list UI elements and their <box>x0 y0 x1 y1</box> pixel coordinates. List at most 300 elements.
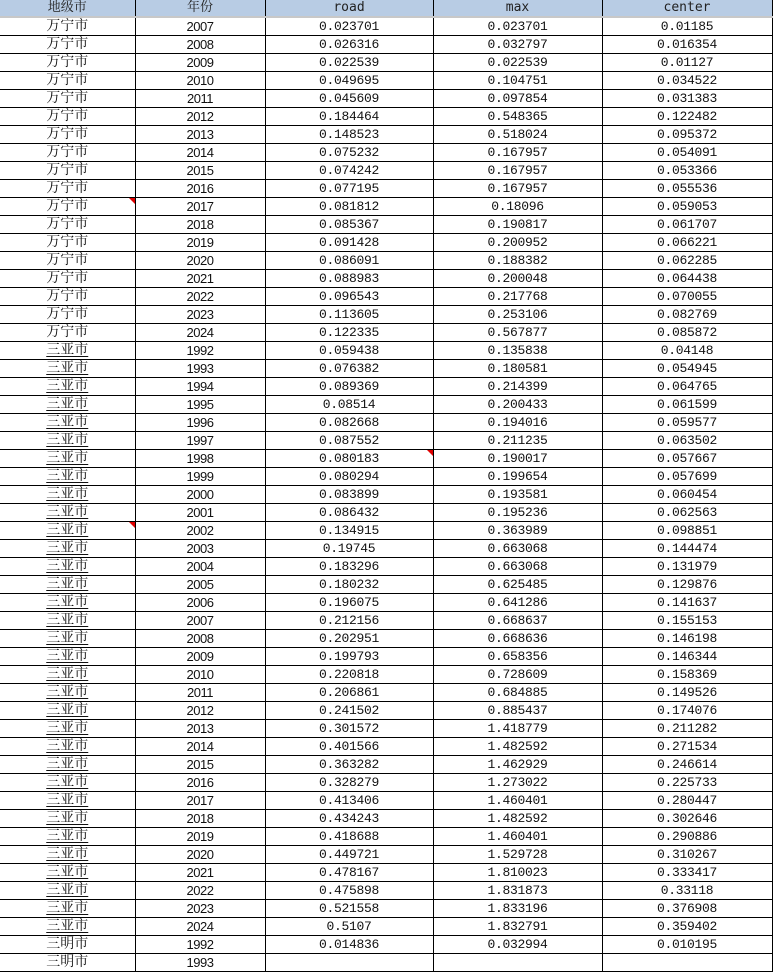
cell-center[interactable] <box>602 144 772 162</box>
cell-center[interactable] <box>602 17 772 36</box>
cell-road[interactable] <box>265 288 433 306</box>
cell-year[interactable] <box>135 756 265 774</box>
cell-year[interactable] <box>135 954 265 972</box>
year-value: 1992 <box>186 343 214 358</box>
cell-city[interactable] <box>0 648 135 666</box>
cell-max[interactable] <box>433 288 602 306</box>
cell-city[interactable] <box>0 396 135 414</box>
cell-center[interactable] <box>602 54 772 72</box>
cell-max[interactable] <box>433 846 602 864</box>
column-header-city[interactable]: 地级市 <box>0 0 135 17</box>
road-value: 0.089369 <box>318 379 379 394</box>
cell-road[interactable] <box>265 756 433 774</box>
cell-city[interactable] <box>0 918 135 936</box>
cell-year[interactable] <box>135 324 265 342</box>
cell-max[interactable] <box>433 432 602 450</box>
cell-center[interactable] <box>602 756 772 774</box>
cell-max[interactable] <box>433 162 602 180</box>
cell-road[interactable] <box>265 198 433 216</box>
cell-city[interactable] <box>0 270 135 288</box>
city-value: 三亚市 <box>46 414 89 430</box>
cell-center[interactable] <box>602 774 772 792</box>
cell-city[interactable] <box>0 612 135 630</box>
cell-year[interactable] <box>135 720 265 738</box>
cell-road[interactable] <box>265 774 433 792</box>
cell-center[interactable] <box>602 126 772 144</box>
cell-road[interactable] <box>265 270 433 288</box>
cell-road[interactable] <box>265 792 433 810</box>
cell-road[interactable] <box>265 900 433 918</box>
cell-city[interactable] <box>0 756 135 774</box>
cell-city[interactable] <box>0 684 135 702</box>
cell-road[interactable] <box>265 522 433 540</box>
cell-road[interactable] <box>265 846 433 864</box>
cell-center[interactable] <box>602 792 772 810</box>
cell-center[interactable] <box>602 576 772 594</box>
cell-city[interactable] <box>0 810 135 828</box>
cell-road[interactable] <box>265 234 433 252</box>
cell-road[interactable] <box>265 666 433 684</box>
cell-max[interactable] <box>433 234 602 252</box>
cell-center[interactable] <box>602 882 772 900</box>
cell-max[interactable] <box>433 576 602 594</box>
cell-city[interactable] <box>0 360 135 378</box>
cell-max[interactable] <box>433 936 602 954</box>
cell-city[interactable] <box>0 846 135 864</box>
cell-center[interactable] <box>602 504 772 522</box>
cell-center[interactable] <box>602 594 772 612</box>
cell-center[interactable] <box>602 324 772 342</box>
cell-max[interactable] <box>433 756 602 774</box>
column-header-max[interactable]: max <box>433 0 602 17</box>
cell-center[interactable] <box>602 630 772 648</box>
cell-year[interactable] <box>135 414 265 432</box>
cell-max[interactable] <box>433 612 602 630</box>
cell-year[interactable] <box>135 144 265 162</box>
max-value: 0.032797 <box>487 37 548 52</box>
cell-city[interactable] <box>0 576 135 594</box>
cell-max[interactable] <box>433 126 602 144</box>
cell-max[interactable] <box>433 684 602 702</box>
cell-city[interactable] <box>0 900 135 918</box>
cell-city[interactable] <box>0 540 135 558</box>
cell-max[interactable] <box>433 702 602 720</box>
cell-road[interactable] <box>265 72 433 90</box>
cell-center[interactable] <box>602 72 772 90</box>
cell-road[interactable] <box>265 450 433 468</box>
cell-city[interactable] <box>0 126 135 144</box>
cell-year[interactable] <box>135 882 265 900</box>
cell-road[interactable] <box>265 504 433 522</box>
table-row <box>0 72 772 90</box>
cell-road[interactable] <box>265 486 433 504</box>
cell-city[interactable] <box>0 378 135 396</box>
cell-city[interactable] <box>0 54 135 72</box>
max-value: 0.180581 <box>487 361 548 376</box>
cell-year[interactable] <box>135 900 265 918</box>
comment-indicator-icon[interactable] <box>427 450 433 456</box>
cell-year[interactable] <box>135 90 265 108</box>
cell-city[interactable] <box>0 17 135 36</box>
cell-center[interactable] <box>602 522 772 540</box>
cell-max[interactable] <box>433 342 602 360</box>
cell-road[interactable] <box>265 306 433 324</box>
column-header-road[interactable]: road <box>265 0 433 17</box>
cell-year[interactable] <box>135 468 265 486</box>
max-value: 0.195236 <box>487 505 548 520</box>
cell-year[interactable] <box>135 54 265 72</box>
cell-year[interactable] <box>135 252 265 270</box>
cell-road[interactable] <box>265 738 433 756</box>
cell-city[interactable] <box>0 666 135 684</box>
cell-city[interactable] <box>0 216 135 234</box>
cell-year[interactable] <box>135 594 265 612</box>
cell-max[interactable] <box>433 774 602 792</box>
cell-max[interactable] <box>433 90 602 108</box>
cell-year[interactable] <box>135 540 265 558</box>
cell-center[interactable] <box>602 720 772 738</box>
cell-year[interactable] <box>135 486 265 504</box>
center-value: 0.155153 <box>656 613 717 628</box>
cell-city[interactable] <box>0 288 135 306</box>
cell-city[interactable] <box>0 234 135 252</box>
cell-road[interactable] <box>265 54 433 72</box>
cell-road[interactable] <box>265 252 433 270</box>
year-value: 2002 <box>186 523 214 538</box>
cell-center[interactable] <box>602 828 772 846</box>
cell-max[interactable] <box>433 738 602 756</box>
cell-road[interactable] <box>265 954 433 972</box>
cell-city[interactable] <box>0 108 135 126</box>
max-value: 1.833196 <box>487 901 548 916</box>
cell-max[interactable] <box>433 594 602 612</box>
cell-road[interactable] <box>265 17 433 36</box>
cell-road[interactable] <box>265 918 433 936</box>
cell-road[interactable] <box>265 630 433 648</box>
cell-center[interactable] <box>602 846 772 864</box>
cell-year[interactable] <box>135 936 265 954</box>
cell-center[interactable] <box>602 900 772 918</box>
cell-road[interactable] <box>265 684 433 702</box>
cell-city[interactable] <box>0 306 135 324</box>
cell-year[interactable] <box>135 648 265 666</box>
cell-center[interactable] <box>602 108 772 126</box>
cell-year[interactable] <box>135 180 265 198</box>
cell-center[interactable] <box>602 252 772 270</box>
cell-year[interactable] <box>135 126 265 144</box>
cell-year[interactable] <box>135 666 265 684</box>
center-value: 0.016354 <box>656 37 717 52</box>
cell-city[interactable] <box>0 936 135 954</box>
cell-city[interactable] <box>0 324 135 342</box>
cell-city[interactable] <box>0 702 135 720</box>
cell-max[interactable] <box>433 306 602 324</box>
cell-city[interactable] <box>0 90 135 108</box>
cell-center[interactable] <box>602 648 772 666</box>
cell-center[interactable] <box>602 558 772 576</box>
cell-center[interactable] <box>602 162 772 180</box>
cell-year[interactable] <box>135 108 265 126</box>
cell-max[interactable] <box>433 918 602 936</box>
cell-road[interactable] <box>265 324 433 342</box>
cell-road[interactable] <box>265 432 433 450</box>
cell-center[interactable] <box>602 378 772 396</box>
cell-road[interactable] <box>265 864 433 882</box>
cell-road[interactable] <box>265 882 433 900</box>
cell-city[interactable] <box>0 828 135 846</box>
cell-max[interactable] <box>433 504 602 522</box>
cell-city[interactable] <box>0 954 135 972</box>
center-value: 0.064765 <box>656 379 717 394</box>
cell-year[interactable] <box>135 846 265 864</box>
cell-city[interactable] <box>0 252 135 270</box>
comment-indicator-icon[interactable] <box>129 198 135 204</box>
cell-road[interactable] <box>265 108 433 126</box>
cell-max[interactable] <box>433 252 602 270</box>
cell-road[interactable] <box>265 648 433 666</box>
cell-max[interactable] <box>433 540 602 558</box>
cell-year[interactable] <box>135 918 265 936</box>
cell-center[interactable] <box>602 396 772 414</box>
cell-city[interactable] <box>0 468 135 486</box>
table-row <box>0 648 772 666</box>
cell-year[interactable] <box>135 378 265 396</box>
cell-city[interactable] <box>0 486 135 504</box>
cell-max[interactable] <box>433 198 602 216</box>
cell-max[interactable] <box>433 648 602 666</box>
cell-max[interactable] <box>433 72 602 90</box>
cell-center[interactable] <box>602 198 772 216</box>
cell-max[interactable] <box>433 54 602 72</box>
cell-city[interactable] <box>0 198 135 216</box>
cell-center[interactable] <box>602 288 772 306</box>
cell-year[interactable] <box>135 864 265 882</box>
cell-max[interactable] <box>433 666 602 684</box>
cell-road[interactable] <box>265 144 433 162</box>
cell-road[interactable] <box>265 342 433 360</box>
cell-center[interactable] <box>602 810 772 828</box>
cell-road[interactable] <box>265 126 433 144</box>
cell-city[interactable] <box>0 162 135 180</box>
cell-city[interactable] <box>0 792 135 810</box>
table-row <box>0 936 772 954</box>
center-value: 0.064438 <box>656 271 717 286</box>
table-row <box>0 504 772 522</box>
cell-max[interactable] <box>433 216 602 234</box>
cell-road[interactable] <box>265 594 433 612</box>
cell-max[interactable] <box>433 108 602 126</box>
cell-road[interactable] <box>265 612 433 630</box>
cell-road[interactable] <box>265 216 433 234</box>
cell-center[interactable] <box>602 216 772 234</box>
cell-year[interactable] <box>135 306 265 324</box>
cell-city[interactable] <box>0 450 135 468</box>
cell-max[interactable] <box>433 396 602 414</box>
cell-year[interactable] <box>135 234 265 252</box>
cell-road[interactable] <box>265 540 433 558</box>
cell-center[interactable] <box>602 234 772 252</box>
cell-max[interactable] <box>433 900 602 918</box>
cell-city[interactable] <box>0 630 135 648</box>
cell-year[interactable] <box>135 828 265 846</box>
cell-city[interactable] <box>0 504 135 522</box>
cell-max[interactable] <box>433 17 602 36</box>
cell-road[interactable] <box>265 558 433 576</box>
cell-center[interactable] <box>602 270 772 288</box>
cell-city[interactable] <box>0 72 135 90</box>
cell-city[interactable] <box>0 144 135 162</box>
cell-road[interactable] <box>265 702 433 720</box>
cell-center[interactable] <box>602 90 772 108</box>
cell-road[interactable] <box>265 828 433 846</box>
cell-center[interactable] <box>602 684 772 702</box>
cell-road[interactable] <box>265 576 433 594</box>
cell-center[interactable] <box>602 414 772 432</box>
cell-year[interactable] <box>135 684 265 702</box>
road-value: 0.180232 <box>318 577 379 592</box>
cell-center[interactable] <box>602 360 772 378</box>
cell-center[interactable] <box>602 666 772 684</box>
cell-year[interactable] <box>135 558 265 576</box>
cell-year[interactable] <box>135 738 265 756</box>
cell-year[interactable] <box>135 450 265 468</box>
cell-year[interactable] <box>135 17 265 36</box>
column-header-center[interactable]: center <box>602 0 772 17</box>
cell-max[interactable] <box>433 792 602 810</box>
cell-center[interactable] <box>602 954 772 972</box>
cell-center[interactable] <box>602 918 772 936</box>
cell-city[interactable] <box>0 432 135 450</box>
cell-city[interactable] <box>0 594 135 612</box>
cell-year[interactable] <box>135 504 265 522</box>
cell-city[interactable] <box>0 180 135 198</box>
cell-road[interactable] <box>265 810 433 828</box>
cell-year[interactable] <box>135 576 265 594</box>
max-value: 0.18096 <box>491 199 544 214</box>
cell-year[interactable] <box>135 216 265 234</box>
cell-year[interactable] <box>135 72 265 90</box>
comment-indicator-icon[interactable] <box>129 522 135 528</box>
cell-max[interactable] <box>433 522 602 540</box>
cell-road[interactable] <box>265 90 433 108</box>
cell-year[interactable] <box>135 612 265 630</box>
cell-max[interactable] <box>433 270 602 288</box>
cell-center[interactable] <box>602 342 772 360</box>
cell-road[interactable] <box>265 180 433 198</box>
cell-center[interactable] <box>602 540 772 558</box>
cell-max[interactable] <box>433 450 602 468</box>
cell-year[interactable] <box>135 396 265 414</box>
cell-max[interactable] <box>433 954 602 972</box>
cell-road[interactable] <box>265 468 433 486</box>
cell-road[interactable] <box>265 36 433 54</box>
cell-center[interactable] <box>602 306 772 324</box>
cell-year[interactable] <box>135 522 265 540</box>
cell-city[interactable] <box>0 36 135 54</box>
road-value: 0.478167 <box>318 865 379 880</box>
cell-max[interactable] <box>433 324 602 342</box>
cell-year[interactable] <box>135 432 265 450</box>
cell-center[interactable] <box>602 468 772 486</box>
cell-max[interactable] <box>433 810 602 828</box>
cell-year[interactable] <box>135 774 265 792</box>
cell-city[interactable] <box>0 720 135 738</box>
cell-city[interactable] <box>0 882 135 900</box>
cell-road[interactable] <box>265 162 433 180</box>
cell-road[interactable] <box>265 396 433 414</box>
cell-city[interactable] <box>0 522 135 540</box>
city-value: 三亚市 <box>46 486 89 502</box>
cell-road[interactable] <box>265 720 433 738</box>
cell-center[interactable] <box>602 180 772 198</box>
cell-city[interactable] <box>0 558 135 576</box>
cell-road[interactable] <box>265 936 433 954</box>
cell-center[interactable] <box>602 936 772 954</box>
cell-road[interactable] <box>265 378 433 396</box>
road-value: 0.199793 <box>318 649 379 664</box>
center-value: 0.174076 <box>656 703 717 718</box>
cell-city[interactable] <box>0 414 135 432</box>
cell-max[interactable] <box>433 360 602 378</box>
cell-max[interactable] <box>433 864 602 882</box>
cell-city[interactable] <box>0 342 135 360</box>
cell-year[interactable] <box>135 270 265 288</box>
cell-max[interactable] <box>433 180 602 198</box>
cell-max[interactable] <box>433 378 602 396</box>
cell-max[interactable] <box>433 882 602 900</box>
cell-center[interactable] <box>602 36 772 54</box>
cell-year[interactable] <box>135 288 265 306</box>
cell-center[interactable] <box>602 612 772 630</box>
cell-year[interactable] <box>135 36 265 54</box>
cell-max[interactable] <box>433 144 602 162</box>
cell-year[interactable] <box>135 198 265 216</box>
cell-year[interactable] <box>135 342 265 360</box>
road-value: 0.049695 <box>318 73 379 88</box>
road-value: 0.082668 <box>318 415 379 430</box>
column-header-year[interactable]: 年份 <box>135 0 265 17</box>
cell-center[interactable] <box>602 864 772 882</box>
cell-city[interactable] <box>0 774 135 792</box>
cell-center[interactable] <box>602 486 772 504</box>
cell-center[interactable] <box>602 702 772 720</box>
cell-max[interactable] <box>433 36 602 54</box>
cell-year[interactable] <box>135 810 265 828</box>
cell-city[interactable] <box>0 738 135 756</box>
cell-year[interactable] <box>135 360 265 378</box>
table-row <box>0 54 772 72</box>
cell-year[interactable] <box>135 702 265 720</box>
cell-max[interactable] <box>433 828 602 846</box>
cell-road[interactable] <box>265 360 433 378</box>
cell-year[interactable] <box>135 162 265 180</box>
cell-year[interactable] <box>135 792 265 810</box>
cell-max[interactable] <box>433 558 602 576</box>
cell-road[interactable] <box>265 414 433 432</box>
cell-max[interactable] <box>433 720 602 738</box>
road-value: 0.086091 <box>318 253 379 268</box>
cell-max[interactable] <box>433 468 602 486</box>
cell-city[interactable] <box>0 864 135 882</box>
road-value: 0.449721 <box>318 847 379 862</box>
cell-max[interactable] <box>433 630 602 648</box>
cell-center[interactable] <box>602 738 772 756</box>
cell-center[interactable] <box>602 432 772 450</box>
cell-max[interactable] <box>433 414 602 432</box>
cell-year[interactable] <box>135 630 265 648</box>
cell-max[interactable] <box>433 486 602 504</box>
cell-center[interactable] <box>602 450 772 468</box>
